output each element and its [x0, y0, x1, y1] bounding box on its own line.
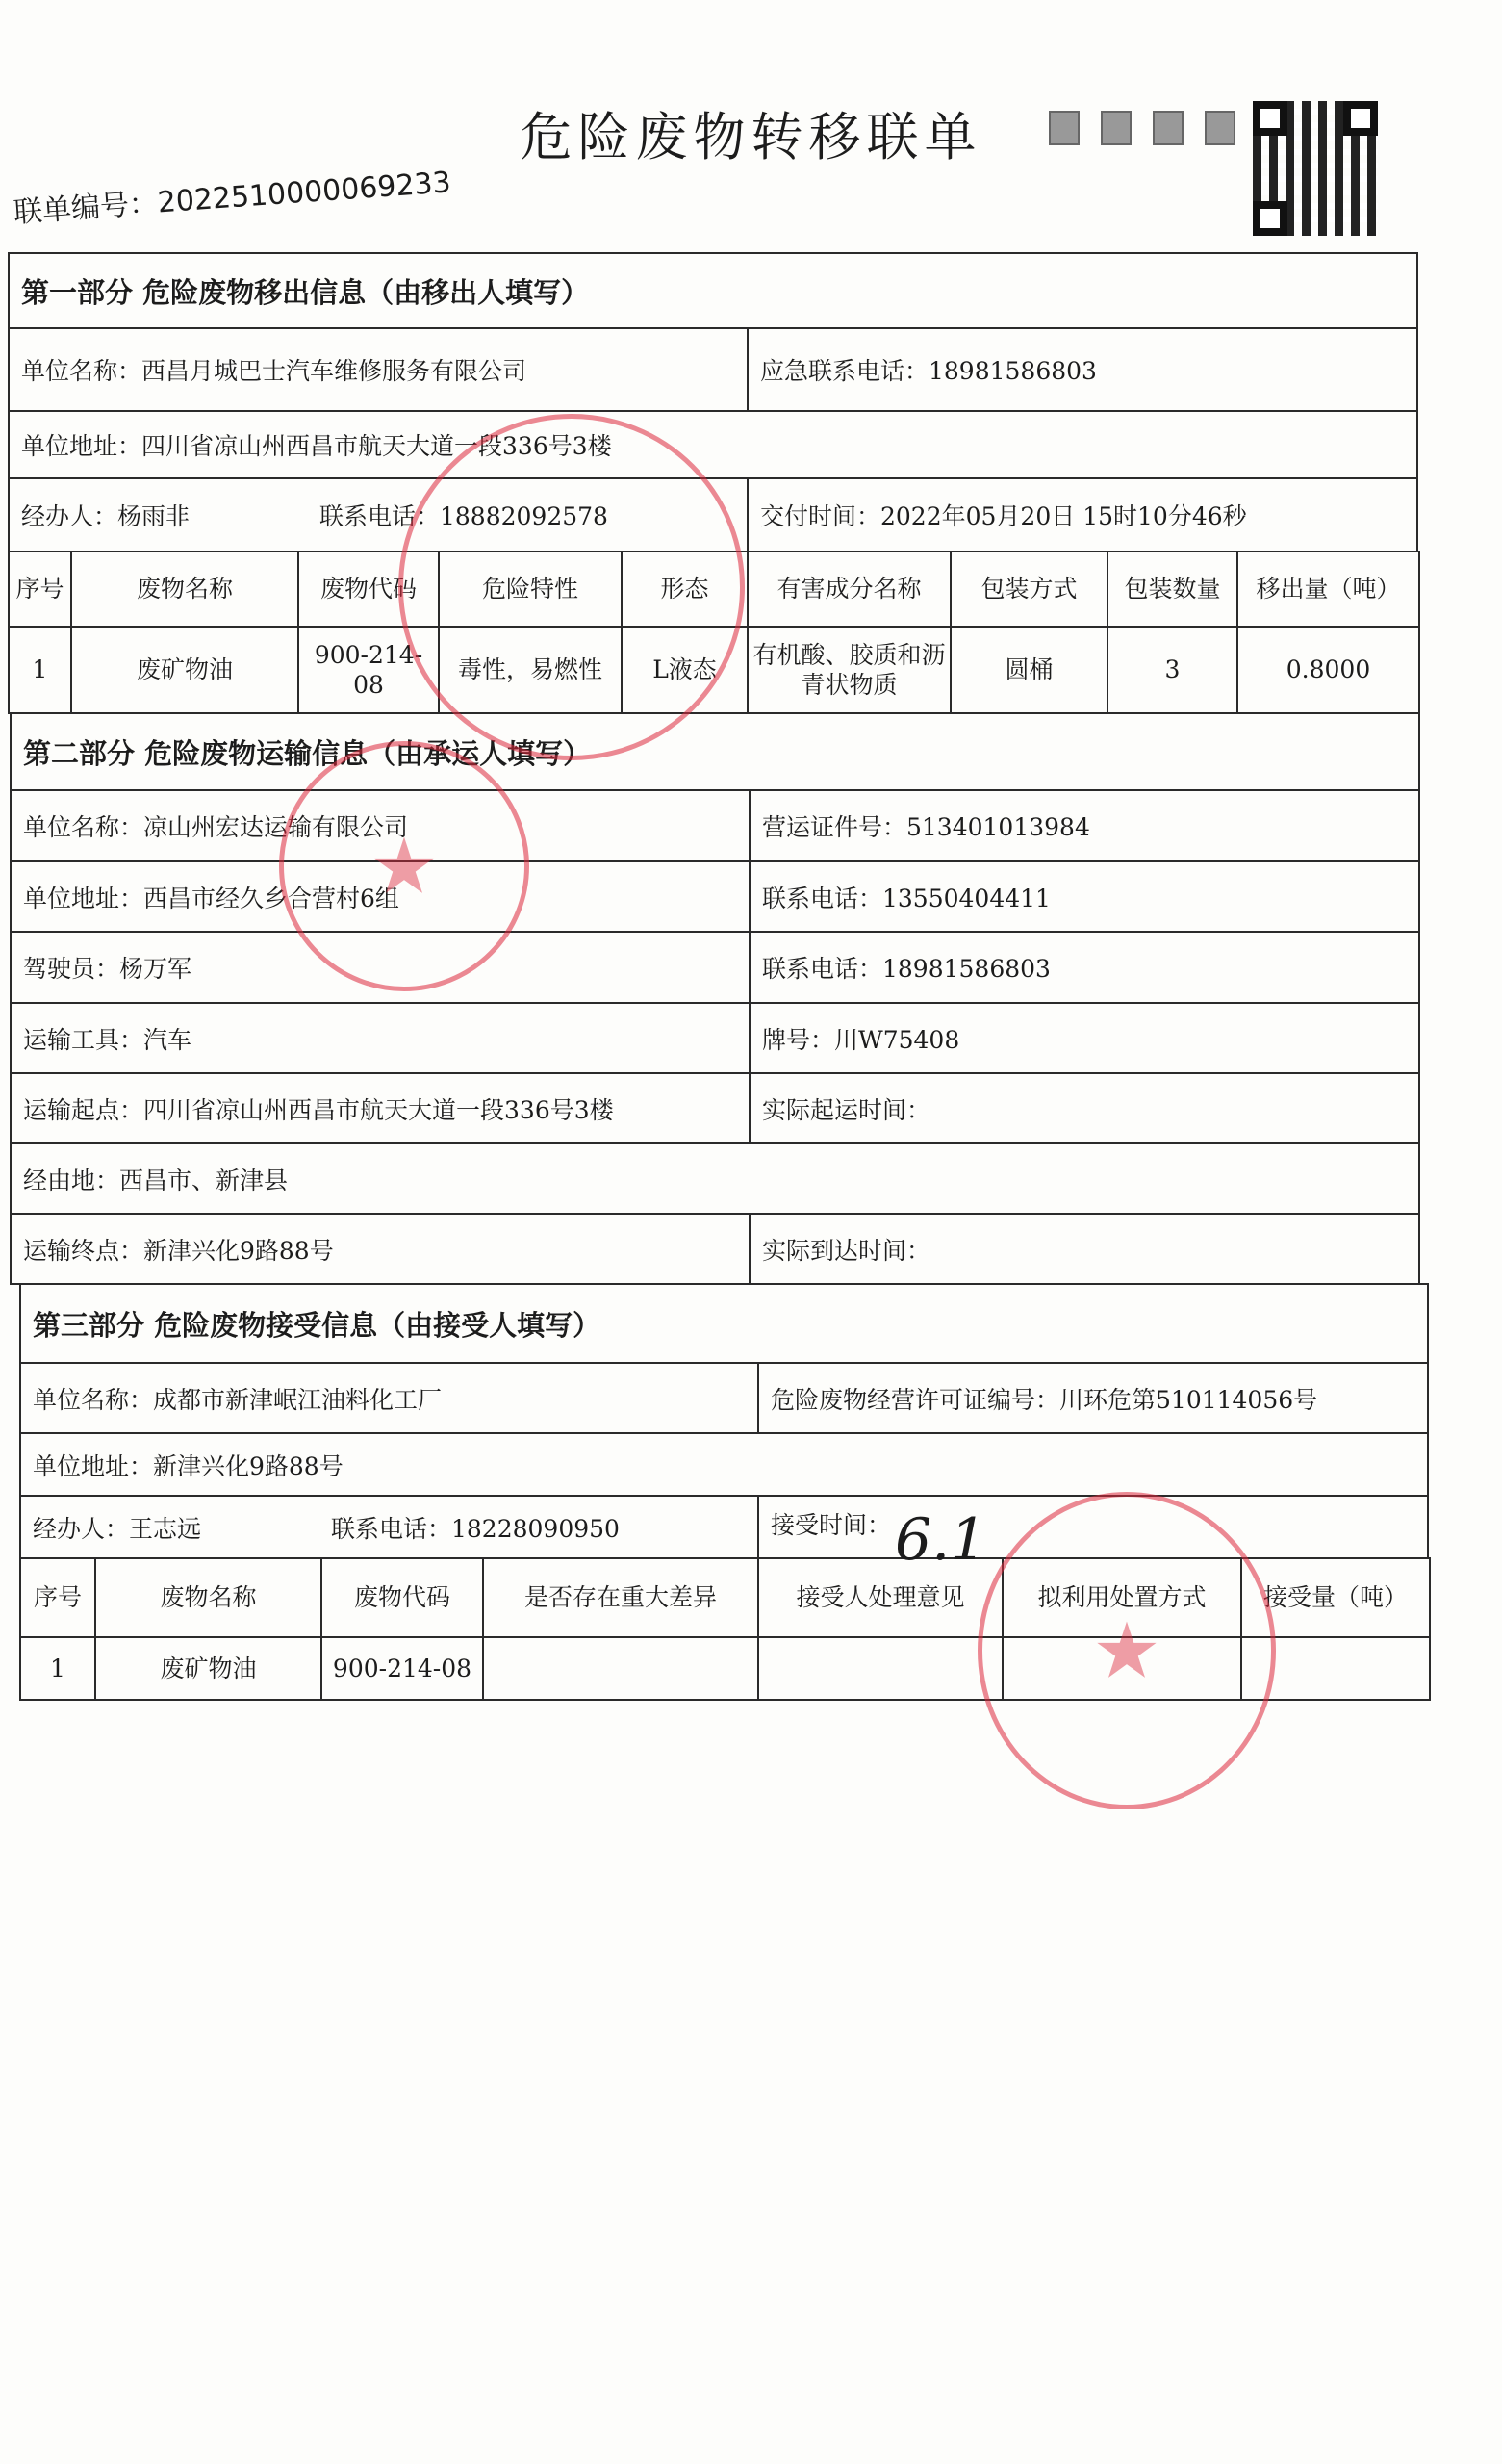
table-cell: 1: [8, 626, 72, 714]
part3-receive-time: 接受时间：: [757, 1495, 1429, 1559]
star-icon: ★: [369, 821, 439, 911]
doc-icon: [1205, 111, 1235, 145]
column-header: 接受人处理意见: [757, 1557, 1004, 1638]
column-header: 序号: [8, 551, 72, 628]
table-cell: 900-214-08: [320, 1636, 484, 1701]
doc-icon: [1101, 111, 1132, 145]
column-header: 拟利用处置方式: [1002, 1557, 1242, 1638]
part2-phone2: 联系电话：18981586803: [749, 931, 1420, 1004]
table-cell: [757, 1636, 1004, 1701]
column-header: 序号: [19, 1557, 96, 1638]
serial-value: 2022510000069233: [156, 166, 452, 220]
part1-phone: 联系电话：18882092578: [319, 502, 608, 530]
column-header: 包装数量: [1107, 551, 1238, 628]
table-cell: 有机酸、胶质和沥青状物质: [747, 626, 952, 714]
column-header: 废物名称: [70, 551, 299, 628]
column-header: 移出量（吨）: [1236, 551, 1420, 628]
carrier-seal-stamp: [279, 741, 529, 991]
column-header: 废物代码: [297, 551, 440, 628]
part1-header: 第一部分 危险废物移出信息（由移出人填写）: [8, 252, 1418, 329]
table-cell: 毒性，易燃性: [438, 626, 623, 714]
column-header: 包装方式: [950, 551, 1108, 628]
status-icons: [1049, 111, 1235, 145]
part2-phone1: 联系电话：13550404411: [749, 860, 1420, 933]
serial-label: 联单编号：: [13, 186, 160, 230]
document-title: 危险废物转移联单: [520, 107, 982, 167]
part1-unit-name: 单位名称：西昌月城巴士汽车维修服务有限公司: [8, 327, 749, 412]
part2-address: 单位地址：西昌市经久乡合营村6组: [10, 860, 751, 933]
table-cell: 圆桶: [950, 626, 1108, 714]
part3-handler-row: [19, 1495, 759, 1559]
part3-phone: 联系电话：18228090950: [331, 1514, 620, 1543]
column-header: 有害成分名称: [747, 551, 952, 628]
column-header: 形态: [621, 551, 749, 628]
part3-header: 第三部分 危险废物接受信息（由接受人填写）: [19, 1283, 1429, 1364]
part2-end: 运输终点：新津兴化9路88号: [10, 1213, 751, 1285]
part2-license: 营运证件号：513401013984: [749, 789, 1420, 862]
handwritten-date: 6.1: [895, 1506, 987, 1574]
part2-arrive-time: 实际到达时间：: [749, 1213, 1420, 1285]
column-header: 废物名称: [94, 1557, 322, 1638]
part1-handler: 经办人：杨雨非: [21, 502, 191, 530]
part2-start: 运输起点：四川省凉山州西昌市航天大道一段336号3楼: [10, 1072, 751, 1144]
table-cell: [482, 1636, 759, 1701]
part2-header: 第二部分 危险废物运输信息（由承运人填写）: [10, 712, 1420, 791]
doc-icon: [1153, 111, 1184, 145]
part1-emergency-phone: 应急联系电话：18981586803: [747, 327, 1418, 412]
receiver-seal-stamp: [978, 1492, 1276, 1810]
part2-start-time: 实际起运时间：: [749, 1072, 1420, 1144]
star-icon: ★: [1092, 1605, 1161, 1696]
column-header: 是否存在重大差异: [482, 1557, 759, 1638]
part2-route: 经由地：西昌市、新津县: [10, 1142, 1420, 1215]
part3-handler: 经办人：王志远: [33, 1514, 202, 1543]
column-header: 接受量（吨）: [1240, 1557, 1431, 1638]
table-cell: 废矿物油: [70, 626, 299, 714]
part2-plate: 牌号：川W75408: [749, 1002, 1420, 1074]
part3-permit: 危险废物经营许可证编号：川环危第510114056号: [757, 1362, 1429, 1434]
table-cell: 900-214-08: [297, 626, 440, 714]
part2-driver: 驾驶员：杨万军: [10, 931, 751, 1004]
part3-address: 单位地址：新津兴化9路88号: [19, 1432, 1429, 1497]
table-cell: 3: [1107, 626, 1238, 714]
company-seal-stamp: [398, 414, 745, 760]
part2-unit-name: 单位名称：凉山州宏达运输有限公司: [10, 789, 751, 862]
doc-icon: [1049, 111, 1080, 145]
column-header: 危险特性: [438, 551, 623, 628]
table-cell: 0.8000: [1236, 626, 1420, 714]
part2-vehicle: 运输工具：汽车: [10, 1002, 751, 1074]
column-header: 废物代码: [320, 1557, 484, 1638]
table-cell: 废矿物油: [94, 1636, 322, 1701]
part3-unit-name: 单位名称：成都市新津岷江油料化工厂: [19, 1362, 759, 1434]
qr-code-icon: [1253, 101, 1378, 236]
part1-address: 单位地址：四川省凉山州西昌市航天大道一段336号3楼: [8, 410, 1418, 479]
table-cell: 1: [19, 1636, 96, 1701]
part1-handover-time: 交付时间：2022年05月20日 15时10分46秒: [747, 477, 1418, 552]
table-cell: L液态: [621, 626, 749, 714]
